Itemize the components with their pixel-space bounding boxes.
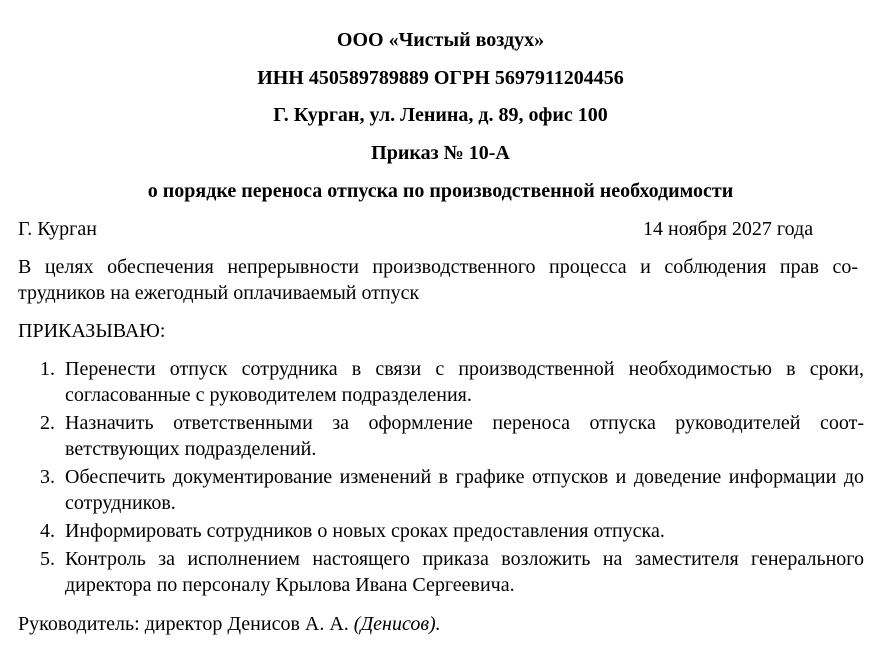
signature-label: Руководитель: директор Денисов А. А.	[18, 613, 349, 635]
order-subject: о порядке переноса отпуска по производственной необходимости	[147, 180, 734, 202]
company-registration: ИНН 450589789889 ОГРН 5697911204456	[257, 67, 624, 89]
order-item	[40, 410, 864, 462]
order-title: Приказ № 10-А	[371, 142, 510, 164]
company-address: Г. Курган, ул. Ленина, д. 89, офис 100	[273, 104, 608, 126]
order-item	[40, 356, 864, 408]
handwritten-signature: (Денисов).	[353, 613, 441, 635]
signature-line	[18, 612, 441, 636]
document-date: 14 ноября 2027 года	[643, 218, 814, 240]
order-item-number: 4.	[40, 520, 55, 542]
order-item-text: Обеспечить документирование изменений в графике отпусков и доведение информации до сотрудников.	[65, 466, 864, 514]
preamble-paragraph: В целях обеспечения непрерывности производственного процесса и соблюдения прав сотрудников на ежегодный оплачиваемый отпуск	[18, 256, 858, 304]
company-name: ООО «Чистый воздух»	[336, 29, 545, 51]
document-city: Г. Курган	[18, 218, 97, 240]
order-item-number: 2.	[40, 412, 55, 434]
order-item-number: 1.	[40, 358, 55, 380]
order-item	[40, 546, 864, 598]
order-word: ПРИКАЗЫВАЮ:	[18, 320, 166, 342]
order-item-text: Назначить ответственными за оформление переноса отпуска руководителей соответствующих подразделений.	[65, 412, 864, 460]
order-item	[40, 464, 864, 516]
order-item-text: Информировать сотрудников о новых сроках предоставления отпуска.	[65, 520, 665, 542]
order-item-text: Перенести отпуск сотрудника в связи с производственной необходимостью в сроки, согласованные с руководителем подразделения.	[65, 358, 864, 406]
order-item-number: 3.	[40, 466, 55, 488]
order-item	[40, 518, 864, 544]
order-items-list	[40, 356, 864, 600]
order-item-number: 5.	[40, 548, 55, 570]
order-item-text: Контроль за исполнением настоящего приказа возложить на заместителя генерального директора по персоналу Крылова Ивана Сергеевича.	[65, 548, 864, 596]
